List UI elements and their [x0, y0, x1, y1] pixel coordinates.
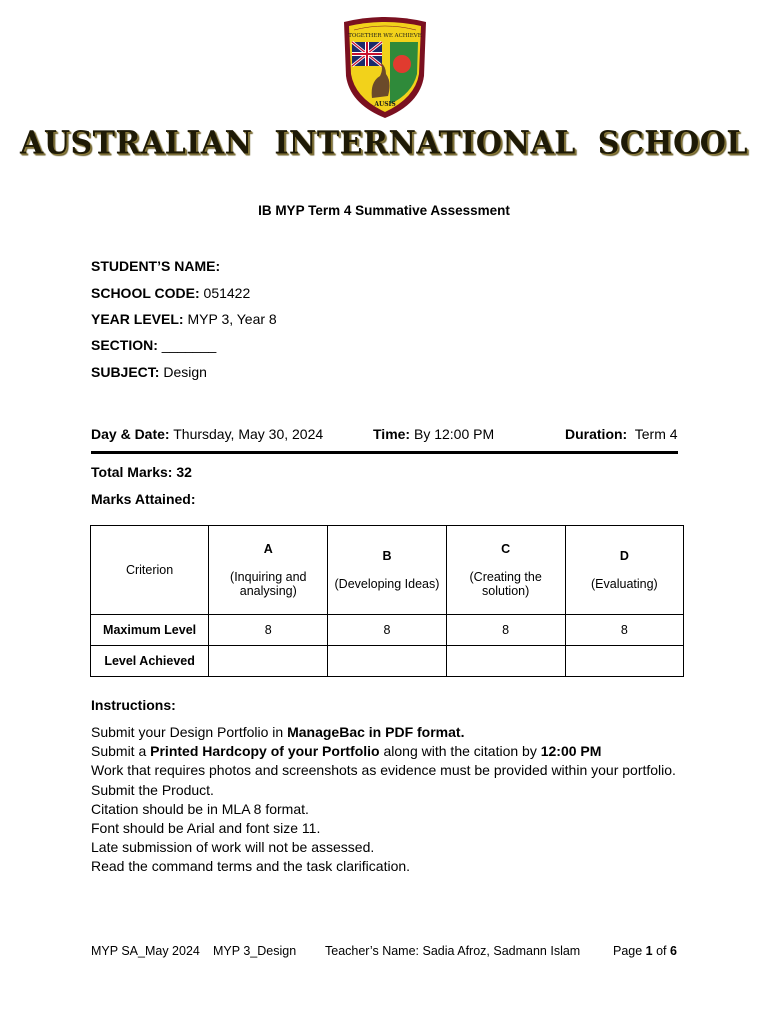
date-value: Thursday, May 30, 2024	[169, 426, 324, 442]
criterion-cell-d	[565, 526, 683, 615]
horizontal-rule	[91, 451, 678, 454]
criteria-table	[90, 525, 684, 677]
footer-teacher: Teacher’s Name: Sadia Afroz, Sadmann Islam	[325, 944, 581, 958]
max-level-b: 8	[328, 615, 446, 646]
level-achieved-b	[328, 646, 446, 677]
subject-field	[91, 364, 207, 380]
section-field	[91, 337, 216, 353]
time-value: By 12:00 PM	[410, 426, 495, 442]
instruction-text: Submit a	[91, 743, 151, 760]
page-of: of	[652, 944, 670, 958]
school-code-field	[91, 285, 250, 301]
criterion-cell-b	[328, 526, 446, 615]
date-label: Day & Date:	[91, 426, 170, 442]
table-row	[91, 615, 684, 646]
date-field	[91, 426, 323, 442]
crest-abbrev: AUSIS	[374, 101, 396, 108]
table-row	[91, 646, 684, 677]
level-achieved-a	[209, 646, 328, 677]
instruction-line: Work that requires photos and screenshots as evidence must be provided within your portfolio.	[91, 762, 676, 779]
section-label: SECTION:	[91, 337, 158, 353]
criterion-desc: (Evaluating)	[591, 577, 658, 591]
marks-attained: Marks Attained:	[91, 491, 196, 507]
max-level-c: 8	[446, 615, 565, 646]
instruction-text: Submit your Design Portfolio in	[91, 724, 288, 740]
school-code-label: SCHOOL CODE:	[91, 285, 200, 301]
crest-motto: TOGETHER WE ACHIEVE	[348, 33, 422, 39]
max-level-d: 8	[565, 615, 683, 646]
instruction-line: Font should be Arial and font size 11.	[91, 820, 321, 837]
school-crest-logo	[340, 16, 430, 120]
instructions-list	[91, 723, 676, 877]
instruction-text: along with the citation by	[379, 743, 541, 760]
criterion-cell-c	[446, 526, 565, 615]
table-header-row	[91, 526, 684, 615]
year-level-label: YEAR LEVEL:	[91, 311, 184, 327]
level-achieved-label: Level Achieved	[91, 646, 209, 677]
instruction-line: Citation should be in MLA 8 format.	[91, 800, 309, 817]
duration-value: Term 4	[627, 426, 678, 442]
criterion-letter: C	[501, 542, 511, 556]
criterion-desc: (Developing Ideas)	[334, 577, 440, 591]
criterion-letter: B	[382, 549, 392, 563]
instruction-emphasis: ManageBac in PDF format.	[287, 724, 465, 740]
instruction-emphasis: Printed Hardcopy of your Portfolio	[150, 743, 380, 760]
footer-page-number	[613, 944, 677, 958]
instruction-emphasis: 12:00 PM	[540, 743, 602, 760]
criterion-cell-a	[209, 526, 328, 615]
year-level-field	[91, 311, 277, 327]
instruction-line	[91, 742, 676, 761]
level-achieved-d	[565, 646, 683, 677]
time-label: Time:	[373, 426, 411, 442]
criterion-desc: (Creating the solution)	[469, 570, 542, 598]
instructions-heading: Instructions:	[91, 697, 176, 713]
subject-value: Design	[159, 364, 207, 380]
instruction-line: Submit the Product.	[91, 781, 214, 798]
total-marks: Total Marks: 32	[91, 464, 192, 480]
time-field	[373, 426, 494, 442]
subject-label: SUBJECT:	[91, 364, 160, 380]
instruction-line: Read the command terms and the task clarification.	[91, 858, 411, 875]
duration-field	[565, 426, 678, 442]
criterion-desc: (Inquiring and analysing)	[230, 570, 307, 598]
assessment-title: IB MYP Term 4 Summative Assessment	[258, 203, 510, 218]
instruction-line	[91, 723, 676, 742]
max-level-a: 8	[209, 615, 328, 646]
section-value: _______	[157, 337, 217, 353]
student-name-label: STUDENT’S NAME:	[91, 258, 221, 274]
duration-label: Duration:	[565, 426, 628, 442]
instruction-line: Late submission of work will not be assessed.	[91, 839, 375, 856]
school-name-heading: AUSTRALIAN INTERNATIONAL SCHOOL	[20, 125, 748, 162]
footer-exam: MYP SA_May 2024	[91, 944, 200, 958]
student-name-field	[91, 258, 220, 274]
page-current: 1	[645, 944, 653, 958]
criterion-letter: A	[263, 542, 273, 556]
criterion-letter: D	[619, 549, 629, 563]
criterion-header: Criterion	[91, 526, 209, 615]
school-code-value: 051422	[199, 285, 251, 301]
level-achieved-c	[446, 646, 565, 677]
page-total: 6	[670, 944, 677, 958]
footer-course: MYP 3_Design	[213, 944, 297, 958]
max-level-label: Maximum Level	[91, 615, 209, 646]
year-level-value: MYP 3, Year 8	[183, 311, 277, 327]
page-label: Page	[613, 944, 646, 958]
